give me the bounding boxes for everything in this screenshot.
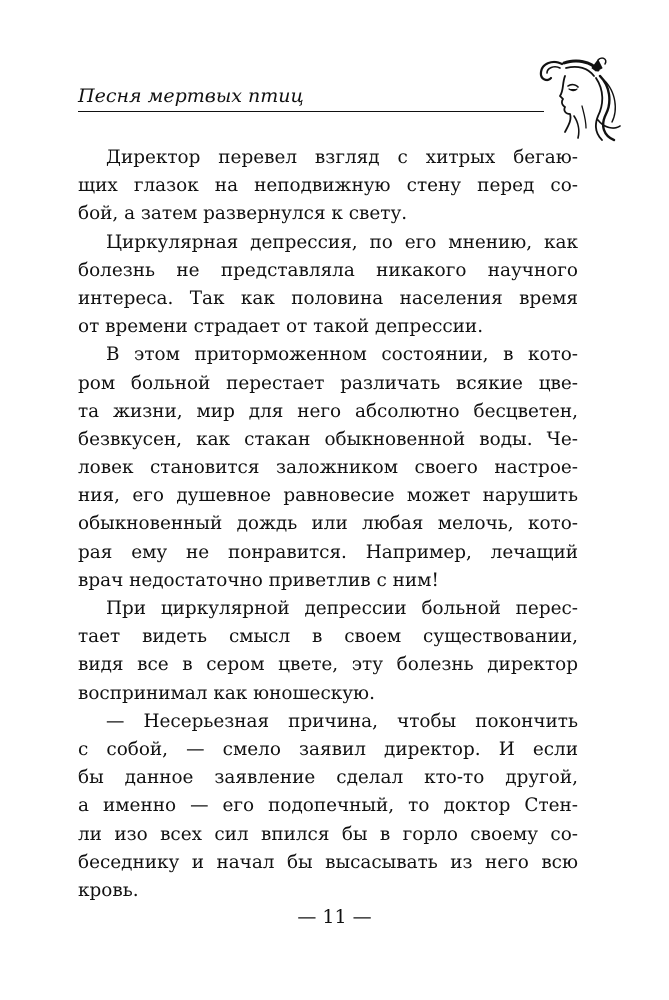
text-line: Циркулярная депрессия, по его мнению, как <box>106 231 578 253</box>
text-line: видя все в сером цвете, эту болезнь директор <box>78 654 578 676</box>
text-line: щих глазок на неподвижную стену перед со- <box>78 175 578 197</box>
woman-profile-icon <box>538 56 624 146</box>
text-line: Директор перевел взгляд с хитрых бегаю- <box>106 147 578 168</box>
text-line: ром больной перестает различать всякие цве- <box>78 372 578 394</box>
text-line: ния, его душевное равновесие может нарушить <box>78 485 578 507</box>
text-line: ловек становится заложником своего настрое- <box>78 457 578 479</box>
text-line: тает видеть смысл в своем существовании, <box>78 626 578 648</box>
text-line: При циркулярной депрессии больной перес- <box>106 598 578 619</box>
text-line: — Несерьезная причина, чтобы покончить <box>106 710 578 732</box>
text-line: беседнику и начал бы высасывать из него всю <box>78 851 578 873</box>
text-line: ли изо всех сил впился бы в горло своему со- <box>78 823 578 845</box>
text-line: та жизни, мир для него абсолютно бесцветен, <box>78 400 578 422</box>
text-line: болезнь не представляла никакого научного <box>78 259 578 281</box>
text-line: безвкусен, как стакан обыкновенной воды. Че- <box>78 428 578 450</box>
text-line: от времени страдает от такой депрессии. <box>78 316 484 338</box>
header-rule <box>78 111 544 112</box>
running-title: Песня мертвых птиц <box>78 85 304 107</box>
text-line: бой, а затем развернулся к свету. <box>78 203 408 225</box>
text-line: кровь. <box>78 879 139 901</box>
text-line: а именно — его подопечный, то доктор Стен- <box>78 795 578 817</box>
text-line: интереса. Так как половина населения время <box>78 287 578 309</box>
text-line: рая ему не понравится. Например, лечащий <box>78 541 578 563</box>
text-line: В этом приторможенном состоянии, в кото- <box>106 344 578 366</box>
text-line: врач недостаточно приветлив с ним! <box>78 569 439 591</box>
text-line: бы данное заявление сделал кто-то другой, <box>78 767 578 789</box>
body-text <box>78 144 578 905</box>
text-line: с собой, — смело заявил директор. И если <box>78 738 578 760</box>
text-line: обыкновенный дождь или любая мелочь, кото- <box>78 513 578 535</box>
page-number: — 11 — <box>297 906 372 928</box>
text-line: воспринимал как юношескую. <box>78 682 375 704</box>
